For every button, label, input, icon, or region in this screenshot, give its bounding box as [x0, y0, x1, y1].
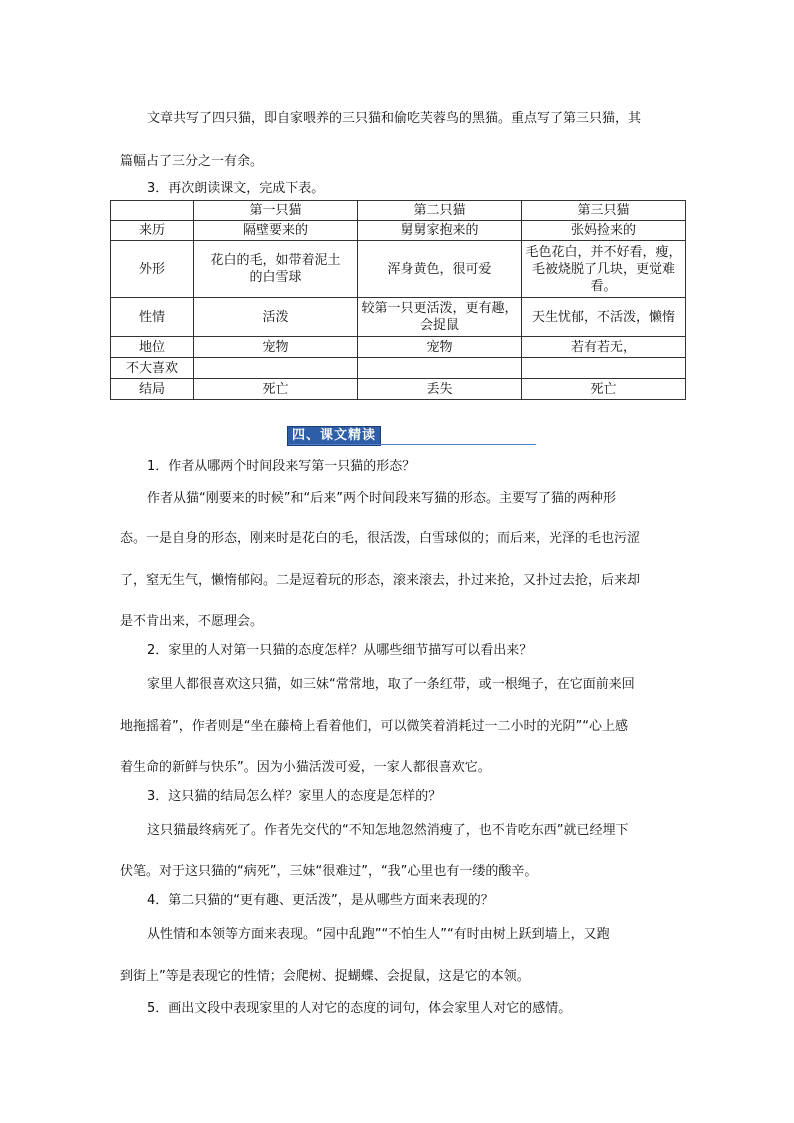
intro-line-2: 篇幅占了三分之一有余。	[120, 154, 264, 169]
table-row	[111, 337, 686, 358]
question-text: 5．画出文段中表现家里的人对它的态度的词句，体会家里人对它的感情。	[147, 1001, 572, 1016]
table-row	[111, 241, 686, 298]
answer-line: 了，窒无生气，懒惰郁闷。二是逗着玩的形态，滚来滚去，扑过来抢，又扑过去抢，后来却	[120, 573, 641, 588]
table-cell: 浑身黄色，很可爱	[358, 241, 522, 298]
table-cell: 若有若无，	[522, 337, 686, 358]
answer-line: 地拖摇着”，作者则是“坐在藤椅上看着他们，可以微笑着消耗过一二小时的光阴”“心上感	[120, 719, 628, 734]
table-cell: 较第一只更活泼，更有趣，会捉鼠	[358, 298, 522, 337]
table-cell	[194, 358, 358, 379]
table-cell	[522, 358, 686, 379]
answer-line: 态。一是自身的形态，刚来时是花白的毛，很活泼，白雪球似的；而后来，光泽的毛也污涩	[120, 531, 641, 546]
table-header-row	[111, 201, 686, 221]
row-label: 外形	[111, 241, 194, 298]
row-label: 不大喜欢	[111, 358, 194, 379]
table-cell: 隔壁要来的	[194, 221, 358, 241]
answer-line: 着生命的新鲜与快乐”。因为小猫活泼可爱，一家人都很喜欢它。	[120, 760, 491, 775]
cat-comparison-table	[110, 200, 686, 400]
question-text: 3．这只猫的结局怎么样？家里人的态度是怎样的？	[147, 789, 442, 804]
table-cell: 活泼	[194, 298, 358, 337]
table-row	[111, 221, 686, 241]
section-heading	[287, 424, 381, 444]
answer-line: 伏笔。对于这只猫的“病死”，三妹“很难过”，“我”心里也有一缕的酸辛。	[120, 864, 538, 879]
table-cell: 丢失	[358, 379, 522, 400]
table-cell	[358, 358, 522, 379]
table-cell: 舅舅家抱来的	[358, 221, 522, 241]
question-text: 1．作者从哪两个时间段来写第一只猫的形态？	[147, 459, 416, 474]
table-cell: 花白的毛，如带着泥土的白雪球	[194, 241, 358, 298]
row-label: 性情	[111, 298, 194, 337]
table-row	[111, 298, 686, 337]
section-title: 四、课文精读	[287, 426, 381, 446]
task-3-instruction: 3．再次朗读课文，完成下表。	[147, 181, 325, 196]
answer-line: 作者从猫“刚要来的时候”和“后来”两个时间段来写猫的形态。主要写了猫的两种形	[147, 491, 616, 506]
answer-line: 是不肯出来，不愿理会。	[120, 614, 264, 629]
header-cell-cat-3: 第三只猫	[522, 201, 686, 221]
intro-line-1: 文章共写了四只猫，即自家喂养的三只猫和偷吃芙蓉鸟的黑猫。重点写了第三只猫，其	[147, 111, 642, 126]
answer-line: 从性情和本领等方面来表现。“园中乱跑”“不怕生人”“有时由树上跃到墙上，又跑	[147, 927, 610, 942]
header-cell-cat-1: 第一只猫	[194, 201, 358, 221]
table-cell: 毛色花白，并不好看，瘦，毛被烧脱了几块，更觉难看。	[522, 241, 686, 298]
answer-line: 家里人都很喜欢这只猫，如三妹“常常地，取了一条红带，或一根绳子，在它面前来回	[147, 677, 635, 692]
table-row	[111, 358, 686, 379]
table-cell: 宠物	[358, 337, 522, 358]
row-label: 地位	[111, 337, 194, 358]
table-row	[111, 379, 686, 400]
header-cell-blank	[111, 201, 194, 221]
table-cell: 死亡	[194, 379, 358, 400]
row-label: 结局	[111, 379, 194, 400]
row-label: 来历	[111, 221, 194, 241]
answer-line: 到街上”等是表现它的性情；会爬树、捉蝴蝶、会捉鼠，这是它的本领。	[120, 969, 530, 984]
table-cell: 死亡	[522, 379, 686, 400]
table-cell: 张妈捡来的	[522, 221, 686, 241]
header-cell-cat-2: 第二只猫	[358, 201, 522, 221]
question-text: 2．家里的人对第一只猫的态度怎样？从哪些细节描写可以看出来？	[147, 643, 533, 658]
table-cell: 天生忧郁，不活泼，懒惰	[522, 298, 686, 337]
section-underline	[289, 444, 536, 445]
question-text: 4．第二只猫的“更有趣、更活泼”，是从哪些方面来表现的？	[147, 893, 494, 908]
answer-line: 这只猫最终病死了。作者先交代的“不知怎地忽然消瘦了，也不肯吃东西”就已经埋下	[147, 823, 629, 838]
table-cell: 宠物	[194, 337, 358, 358]
